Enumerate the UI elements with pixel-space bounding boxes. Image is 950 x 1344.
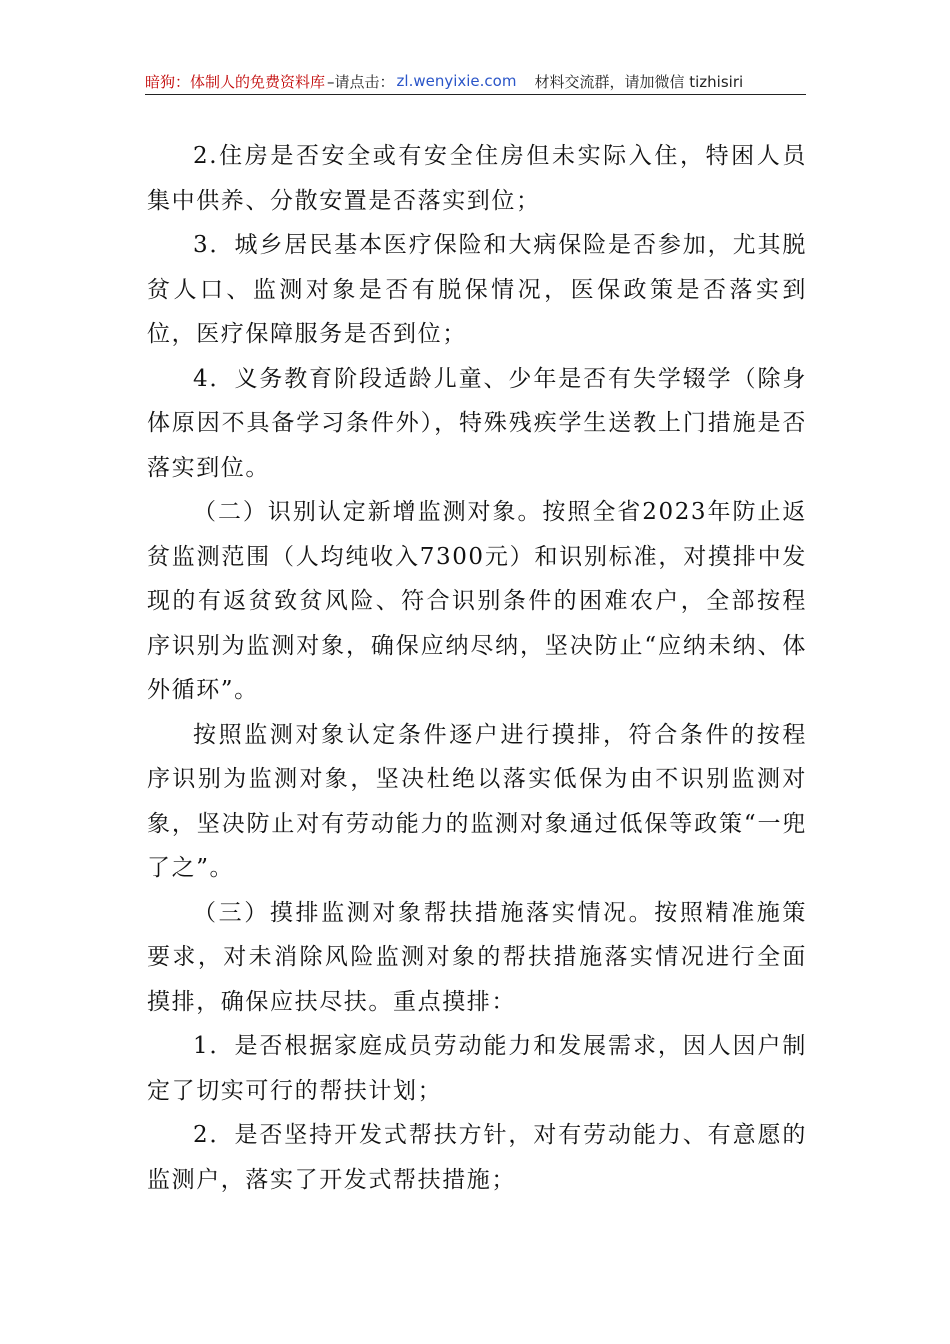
paragraph-item-4-education: 4．义务教育阶段适龄儿童、少年是否有失学辍学（除身体原因不具备学习条件外），特殊残疾学生送教上门措施是否落实到位。 — [147, 365, 807, 481]
paragraph-item-2-housing: 2.住房是否安全或有安全住房但未实际入住，特困人员集中供养、分散安置是否落实到位； — [147, 143, 807, 214]
paragraph-section-3-assistance: （三）摸排监测对象帮扶措施落实情况。按照精准施策要求，对未消除风险监测对象的帮扶措施落实情况进行全面摸排，确保应扶尽扶。重点摸排： — [147, 899, 807, 1015]
paragraph-screening: 按照监测对象认定条件逐户进行摸排，符合条件的按程序识别为监测对象，坚决杜绝以落实低保为由不识别监测对象，坚决防止对有劳动能力的监测对象通过低保等政策“一兜了之”。 — [147, 721, 807, 881]
header-group-info: 材料交流群，请加微信 tizhisiri — [534, 72, 744, 91]
header-brand: 暗狗：体制人的免费资料库 — [145, 72, 326, 91]
header-url-link[interactable]: zl.wenyixie.com — [396, 72, 517, 90]
header-click-prompt: –请点击： — [327, 72, 395, 91]
paragraph-item-1-plan: 1．是否根据家庭成员劳动能力和发展需求，因人因户制定了切实可行的帮扶计划； — [147, 1033, 807, 1104]
page-header — [145, 68, 806, 95]
paragraph-item-3-medical: 3．城乡居民基本医疗保险和大病保险是否参加，尤其脱贫人口、监测对象是否有脱保情况，医保政策是否落实到位，医疗保障服务是否到位； — [147, 232, 807, 347]
paragraph-section-2-identify: （二）识别认定新增监测对象。按照全省2023年防止返贫监测范围（人均纯收入7300元）和识别标准，对摸排中发现的有返贫致贫风险、符合识别条件的困难农户，全部按程序识别为监测对象，确保应纳尽纳，坚决防止“应纳未纳、体外循环”。 — [147, 499, 807, 703]
document-body — [147, 134, 807, 1202]
paragraph-item-2-development: 2．是否坚持开发式帮扶方针，对有劳动能力、有意愿的监测户，落实了开发式帮扶措施； — [147, 1122, 807, 1193]
